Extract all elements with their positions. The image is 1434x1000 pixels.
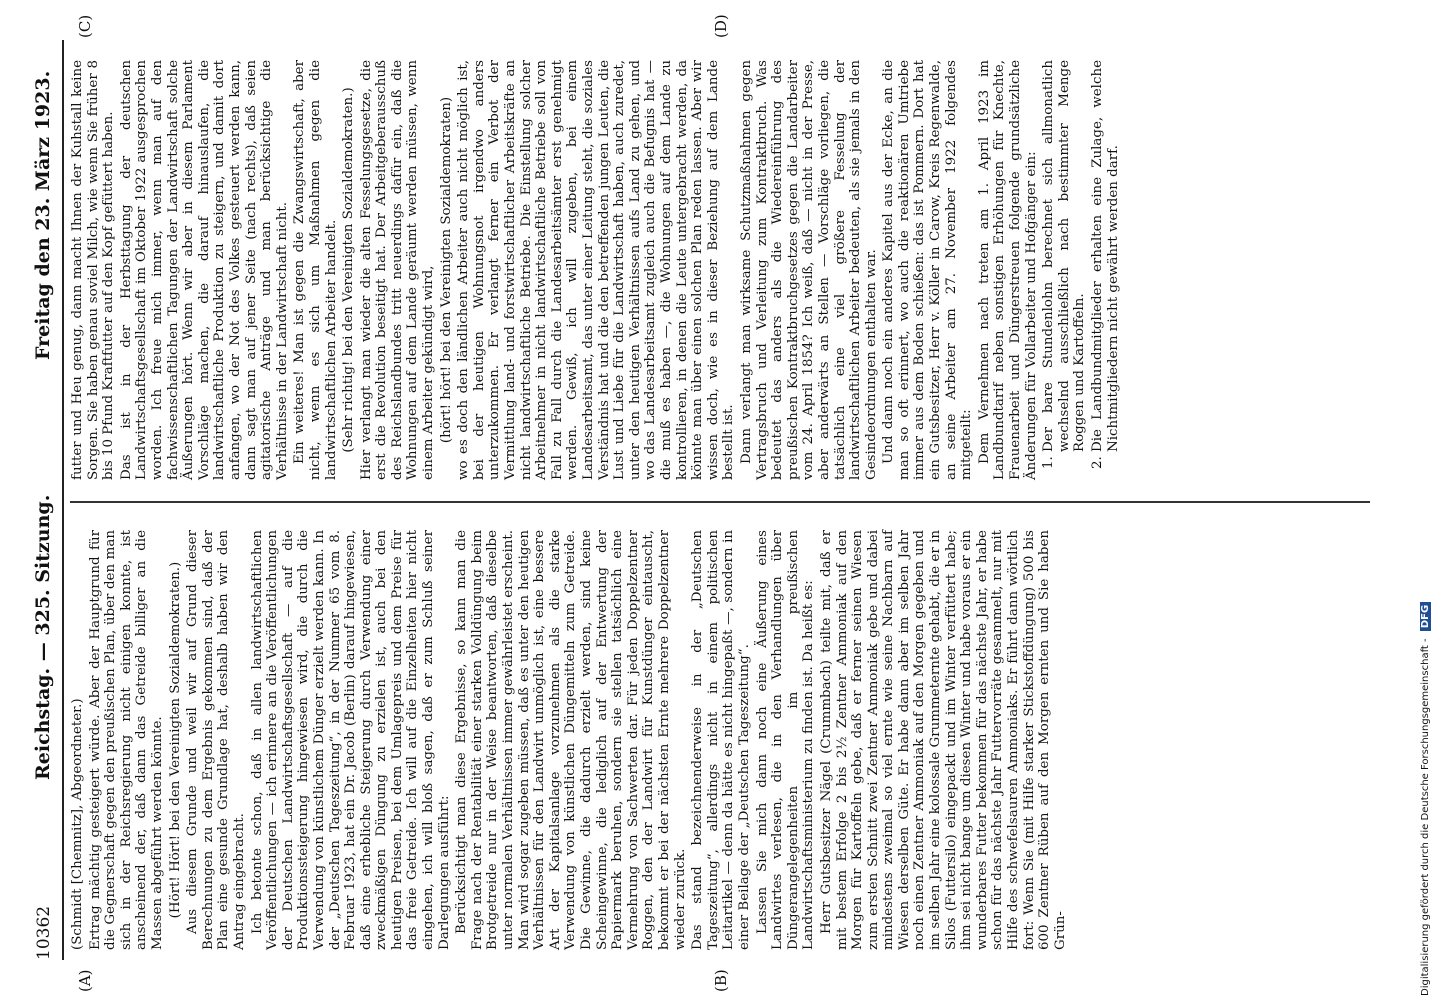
paragraph: Dann verlangt man wirksame Schutzmaßnahmen gegen Vertragsbruch und Verleitung zum Kontraktbruch. Was bedeutet das anders als die Wiedereinführung des preußischen Kontraktbruchgesetzes gegen die Landarbeiter vom 24. April 1854? Ich weiß, daß — nicht in der Presse, aber anderwärts an Stellen — Vorschläge vorliegen, die tatsächlich eine viel größere Fesselung der landwirtschaftlichen Arbeiter bedeuten, als sie jemals in den Gesindeordnungen enthalten war. xyxy=(738,60,879,480)
paragraph: Und dann noch ein anderes Kapitel aus der Ecke, an die man so oft erinnert, wo auch die reaktionären Umtriebe immer aus dem Boden schießen: das ist Pommern. Dort hat ein Gutsbesitzer, Herr v. Köller in Carow, Kreis Regenwalde, an seine Arbeiter am 27. November 1922 folgendes mitgeteilt: xyxy=(881,60,975,480)
speaker-line: (Schmidt [Chemnitz], Abgeordneter.) xyxy=(70,698,85,950)
header-rule xyxy=(62,40,64,960)
margin-letter-a: (A) xyxy=(76,969,94,992)
paragraph: Das ist in der Herbsttagung der deutschen Landwirtschaftsgesellschaft im Oktober 1922 ausgesprochen worden. Ich freue mich immer, wenn man auf den fachwissenschaftlichen Tagungen der Landwirtschaft solche Äußerungen hört. Wenn wir aber in diesem Parlament Vorschläge machen, die darauf hinauslaufen, die landwirtschaftliche Produktion zu steigern, und damit dort anfangen, wo der Not des Volkes gesteuert werden kann, dann sagt man auf jener Seite (nach rechts), daß seien agitatorische Anträge und man berücksichtige die Verhältnisse in der Landwirtschaft nicht. xyxy=(118,60,290,480)
left-column xyxy=(70,530,1070,950)
paragraph: futter und Heu genug, dann macht Ihnen der Kuhstall keine Sorgen. Sie haben genau soviel Milch, wie wenn Sie früher 8 bis 10 Pfund Kraftfutter auf den Kopf gefüttert haben. xyxy=(70,60,117,480)
margin-letter-b: (B) xyxy=(712,969,730,992)
credit-text: Digitalisierung gefördert durch die Deutsche Forschungsgemeinschaft - xyxy=(1420,638,1431,996)
paragraph: Aus diesem Grunde und weil wir auf Grund dieser Berechnungen zu dem Ergebnis gekommen sind, daß der Plan eine gesunde Grundlage hat, deshalb haben wir den Antrag eingebracht. xyxy=(185,530,247,950)
column-divider xyxy=(70,501,1370,503)
right-column xyxy=(70,60,1123,480)
interjection: (Sehr richtig! bei den Vereinigten Sozialdemokraten.) xyxy=(341,87,357,453)
credit-text-container xyxy=(1420,6,1431,996)
quotation: Herr Gutsbesitzer Nägel (Crummbach) teilte mit, daß er mit bestem Erfolge 2 bis 2½ Zentner Ammoniak auf den Morgen für Kartoffeln gebe, daß er ferner seinen Wiesen zum ersten Schnitt zwei Zentner Ammoniak gebe und dabei mindestens zweimal so viel ernte wie seine Nachbarn auf Wiesen derselben Güte. Er habe dann aber im selben Jahr noch einen Zentner Ammoniak auf den Morgen gegeben und im selben Jahr eine kolossale Grummeternte gehabt, die er in Silos (Futtersilo) eingepackt und im Winter verfüttert habe; ihm sei nicht bange um diesen Winter und habe voraus er ein wunderbares Futter bekommen für das nächste Jahr, er habe schon für das nächste Jahr Futtervorräte gesammelt, nur mit Hilfe des schwefelsauren Ammoniaks. Er führt dann wörtlich fort: Wenn Sie (mit Hilfe starker Stickstoffdüngung) 500 bis 600 Zentner Rüben auf den Morgen ernten und Sie haben Grün- xyxy=(818,530,1068,950)
list-item: 1. Der bare Stundenlohn berechnet sich allmonatlich wechselnd ausschließlich nach bestimmter Menge Roggen und Kartoffeln. xyxy=(1041,60,1088,452)
paragraph: Hier verlangt man wieder die alten Fesselungsgesetze, die erst die Revolution beseitigt hat. Der Arbeitgeberausschuß des Reichslandbundes tritt neuerdings dafür ein, daß die Wohnungen auf dem Lande geräumt werden müssen, wenn einem Arbeiter gekündigt wird, xyxy=(358,60,437,480)
quotation: Dem Vernehmen nach treten am 1. April 1923 im Landbundtarif neben sonstigen Erhöhungen für Knechte, Frauenarbeit und Düngerstreuen folgende grundsätzliche Änderungen für Vollarbeiter und Hofgänger ein: xyxy=(976,60,1039,480)
margin-letter-c: (C) xyxy=(76,14,94,38)
list-item: 2. Die Landbundmitglieder erhalten eine Zulage, welche Nichtmitgliedern nicht gewährt werden darf. xyxy=(1090,60,1121,452)
paragraph: Ich betonte schon, daß in allen landwirtschaftlichen Veröffentlichungen — ich erinnere an die Veröffentlichungen der Deutschen Landwirtschaftsgesellschaft — auf die Produktionssteigerung hingewiesen wird, die durch die Verwendung von künstlichem Dünger erzielt werden kann. In der „Deutschen Tageszeitung“, in der Nummer 65 vom 8. Februar 1923, hat ein Dr. Jacob (Berlin) darauf hingewiesen, daß eine erhebliche Steigerung durch Verwendung einer zweckmäßigen Düngung zu erzielen ist, auch bei den heutigen Preisen, bei dem Umlagepreis und dem Preise für das freie Getreide. Ich will auf die Einzelheiten hier nicht eingehen, ich will bloß sagen, daß er zum Schluß seiner Darlegungen ausführt: xyxy=(249,530,452,950)
paragraph: Ein weiteres! Man ist gegen die Zwangswirtschaft, aber nicht, wenn es sich um Maßnahmen gegen die landwirtschaftlichen Arbeiter handelt. xyxy=(292,60,339,480)
paragraph: wo es doch den ländlichen Arbeiter auch nicht möglich ist, bei der heutigen Wohnungsnot irgendwo anders unterzukommen. Er verlangt ferner ein Verbot der Vermittlung land- und forstwirtschaftlicher Arbeitskräfte an nicht landwirtschaftliche Betriebe. Die Einstellung solcher Arbeitnehmer in nicht landwirtschaftliche Betriebe soll von Fall zu Fall durch die Landesarbeitsämter erst genehmigt werden. Gewiß, ich will zugeben, bei einem Landesarbeitsamt, das unter einer Leitung steht, die soziales Verständnis hat und die den betreffenden jungen Leuten, die Lust und Liebe für die Landwirtschaft haben, auch zuredet, unter den heutigen Verhältnissen aufs Land zu gehen, und wo das Landesarbeitsamt zugleich auch die Befugnis hat — die muß es haben —, die Wohnungen auf dem Lande zu kontrollieren, in denen die Leute untergebracht werden, da könnte man über einen solchen Plan reden lassen. Aber wir wissen doch, wie es in dieser Beziehung auf dem Lande bestellt ist. xyxy=(456,60,737,480)
dfg-logo: DFG xyxy=(1420,602,1431,631)
session-date: Freitag den 23. März 1923. xyxy=(32,70,54,360)
paragraph: Ertrag mächtig gesteigert würde. Aber der Hauptgrund für die Gegnerschaft gegen den preußischen Plan, über den man sich in der Reichsregierung nicht einigen konnte, ist anscheinend der, daß dann das Getreide billiger an die Massen abgeführt werden könnte. xyxy=(87,530,165,950)
interjection: (hört! hört! bei den Vereinigten Sozialdemokraten) xyxy=(438,96,454,444)
paragraph: Das stand bezeichnenderweise in der „Deutschen Tageszeitung“, allerdings nicht in einem politischen Leitartikel — denn da hätte es nicht hingepaßt —, sondern in einer Beilage der „Deutschen Tageszeitung“. xyxy=(690,530,752,950)
session-title: Reichstag. — 325. Sitzung. xyxy=(32,494,54,780)
margin-letter-d: (D) xyxy=(712,14,730,38)
paragraph: Lassen Sie mich dann noch eine Äußerung eines Landwirtes verlesen, die in den Verhandlungen über Düngerangelegenheiten im preußischen Landwirtschaftsministerium zu finden ist. Da heißt es: xyxy=(754,530,817,950)
page-header xyxy=(30,40,70,960)
quotation: Berücksichtigt man diese Ergebnisse, so kann man die Frage nach der Rentabilität einer starken Volldüngung beim Brotgetreide nur in der Weise beantworten, daß dieselbe unter normalen Verhältnissen immer gewährleistet erscheint. Man wird sogar zugeben müssen, daß es unter den heutigen Verhältnissen für den Landwirt unmöglich ist, eine bessere Art der Kapitalsanlage vorzunehmen als die starke Verwendung von künstlichen Düngemitteln zum Getreide. Die Gewinne, die dadurch erzielt werden, sind keine Scheingewinne, die lediglich auf der Entwertung der Papiermark beruhen, sondern sie stellen tatsächlich eine Vermehrung von Sachwerten dar. Für jeden Doppelzentner Roggen, den der Landwirt für Kunstdünger eintauscht, bekommt er bei der nächsten Ernte mehrere Doppelzentner wieder zurück. xyxy=(454,530,688,950)
digitization-credit xyxy=(1418,6,1432,996)
interjection: (Hört! Hört! bei den Vereinigten Sozialdemokraten.) xyxy=(167,561,183,919)
page-number: 10362 xyxy=(34,905,54,960)
numbered-list xyxy=(1041,60,1121,480)
